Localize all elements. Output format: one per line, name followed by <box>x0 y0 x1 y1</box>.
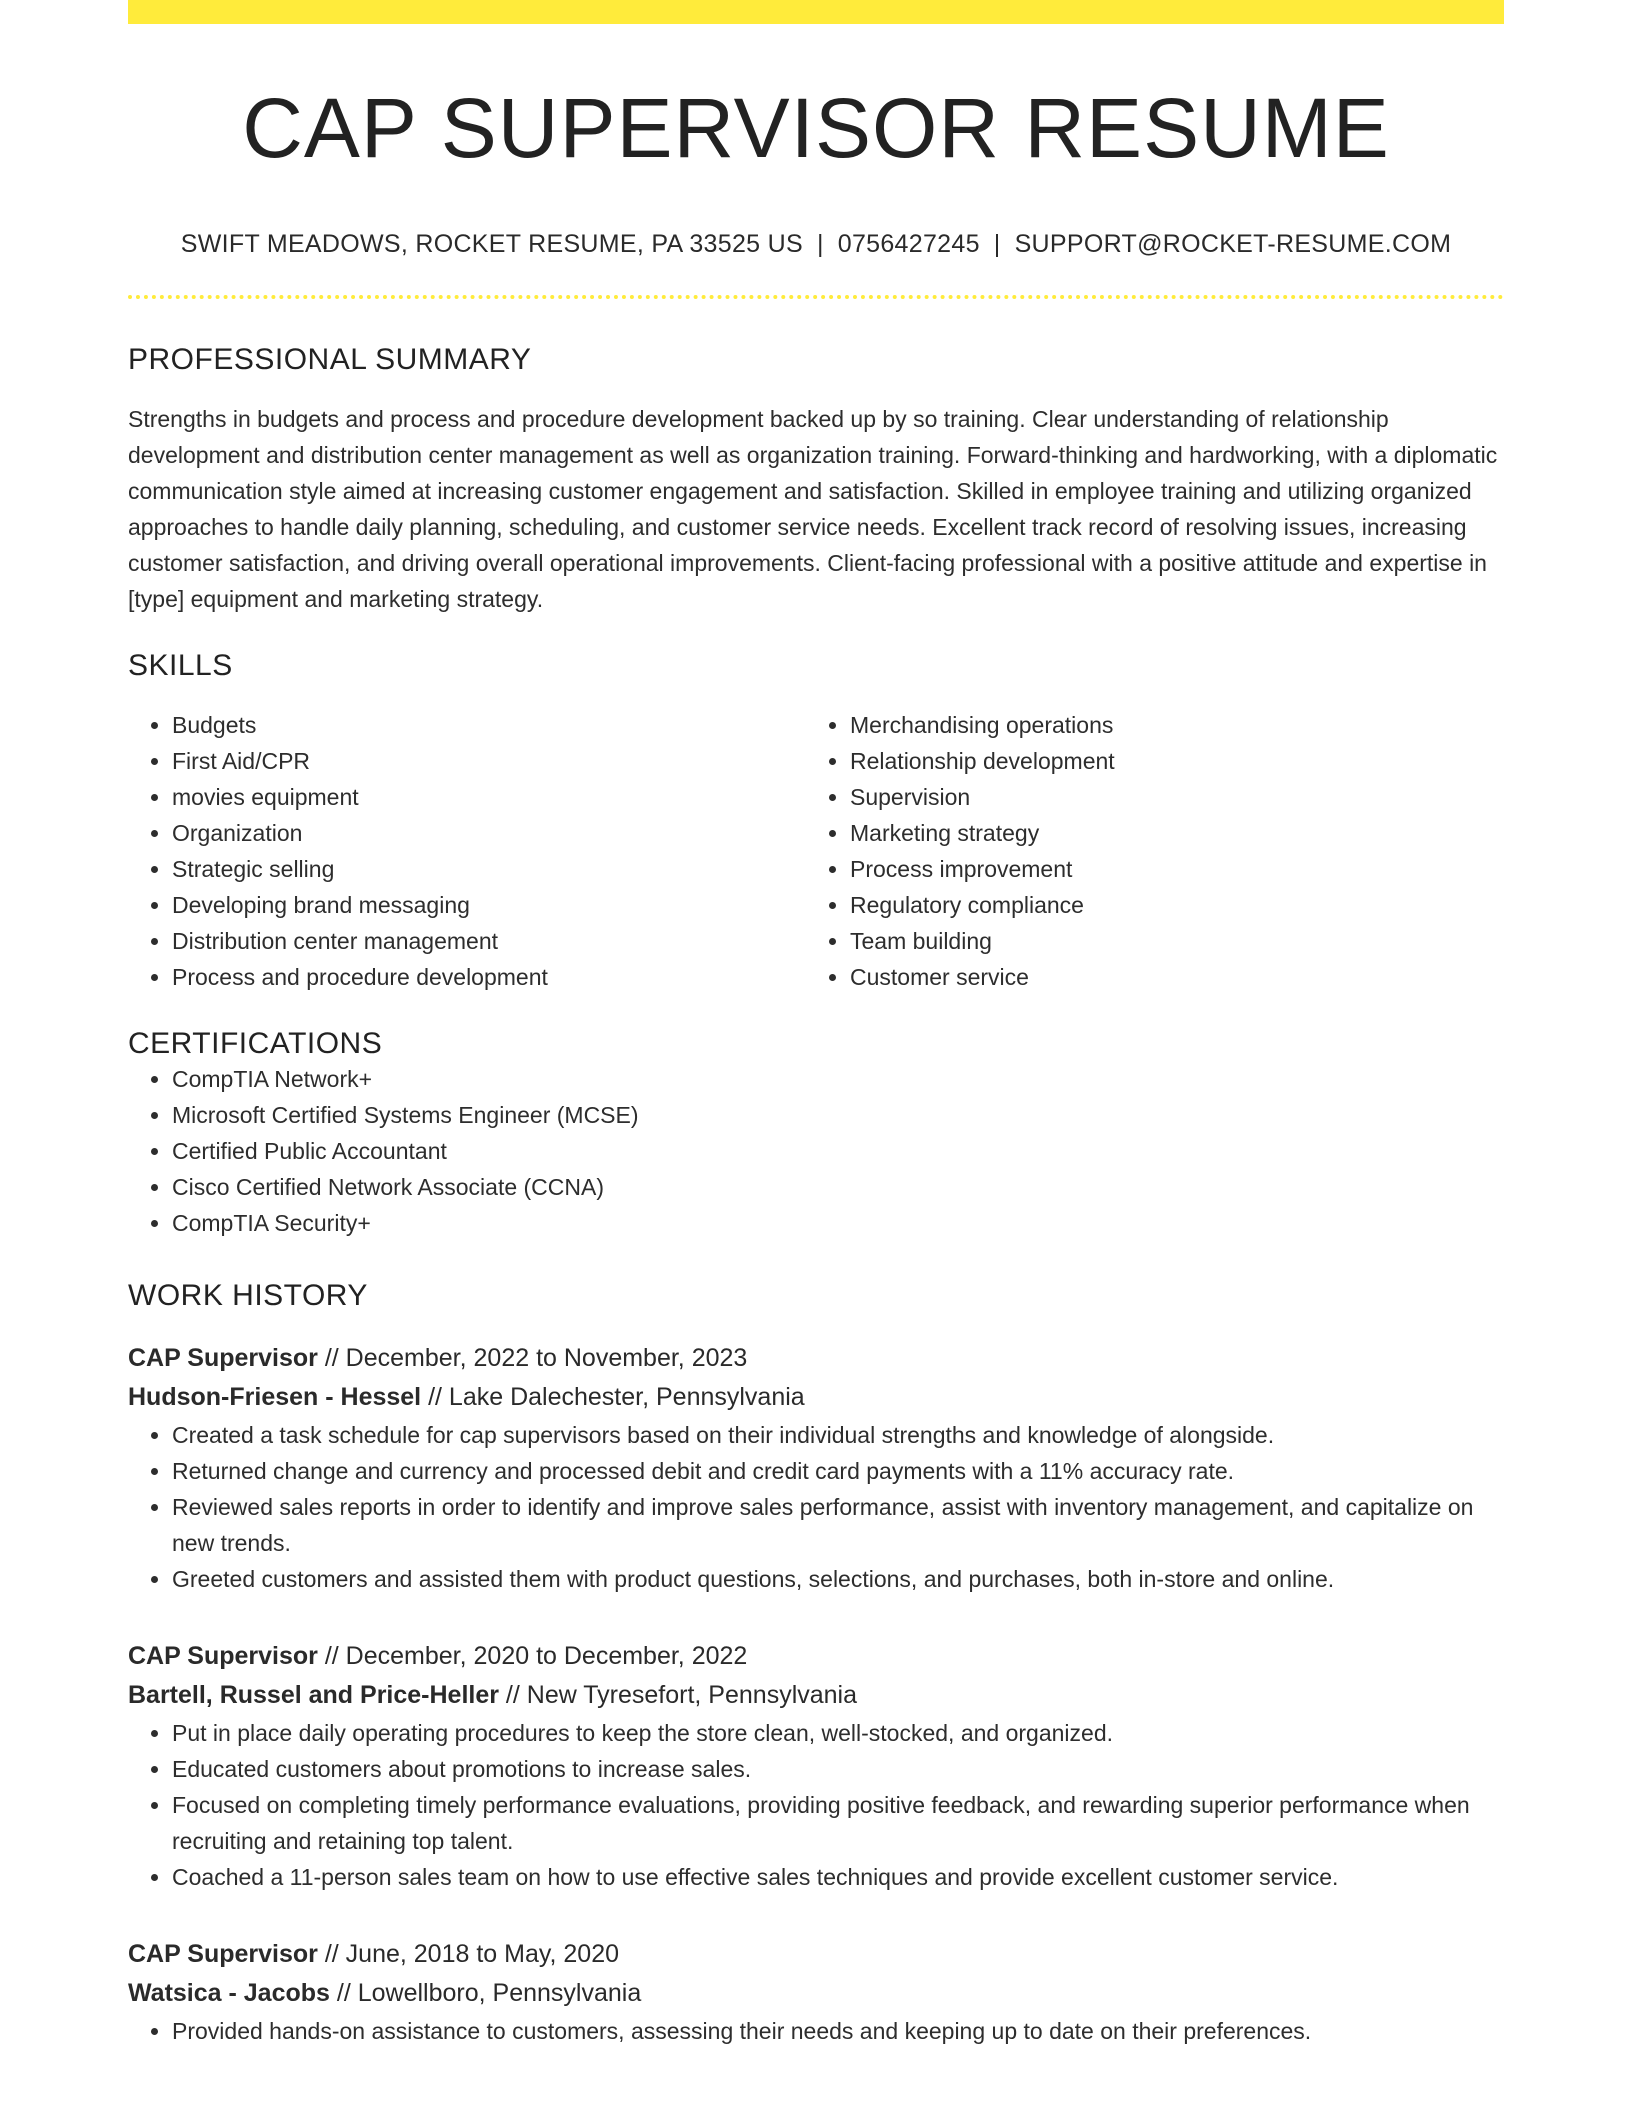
contact-line <box>128 230 1504 259</box>
work-history-heading: WORK HISTORY <box>128 1279 368 1313</box>
job-company: Hudson-Friesen - Hessel <box>128 1383 422 1412</box>
job-title-line <box>128 1339 1504 1378</box>
skill-item: • Merchandising operations <box>850 707 1484 743</box>
skill-item: • First Aid/CPR <box>172 743 806 779</box>
skills-list-right <box>806 707 1484 995</box>
contact-separator: | <box>993 230 1001 259</box>
job-title: CAP Supervisor <box>128 1642 318 1671</box>
skills-grid <box>128 707 1504 995</box>
job-company-line <box>128 1378 1504 1417</box>
skills-column-right <box>806 707 1484 995</box>
skill-item: • Customer service <box>850 959 1484 995</box>
job-bullets <box>128 1417 1504 1597</box>
job-company: Bartell, Russel and Price-Heller <box>128 1681 499 1710</box>
certification-item: • CompTIA Network+ <box>172 1061 1504 1097</box>
job-title-line <box>128 1935 1504 1974</box>
certification-item: • Microsoft Certified Systems Engineer (MCSE) <box>172 1097 1504 1133</box>
skill-item: • Distribution center management <box>172 923 806 959</box>
resume-page <box>128 0 1504 2049</box>
job-location: // Lowellboro, Pennsylvania <box>329 1979 642 2008</box>
summary-heading: PROFESSIONAL SUMMARY <box>128 343 532 377</box>
contact-address: SWIFT MEADOWS, ROCKET RESUME, PA 33525 US <box>180 230 803 259</box>
skill-item: • movies equipment <box>172 779 806 815</box>
skills-heading: SKILLS <box>128 649 233 683</box>
dotted-divider <box>128 295 1504 299</box>
job-dates: // June, 2018 to May, 2020 <box>317 1940 620 1969</box>
job-entry <box>128 1339 1504 1597</box>
job-bullet: • Coached a 11-person sales team on how to use effective sales techniques and provide excellent customer service. <box>172 1859 1504 1895</box>
job-bullet: • Reviewed sales reports in order to identify and improve sales performance, assist with inventory management, and capitalize on new trends. <box>172 1489 1504 1561</box>
job-bullet: • Educated customers about promotions to increase sales. <box>172 1751 1504 1787</box>
job-dates: // December, 2020 to December, 2022 <box>317 1642 748 1671</box>
job-bullet: • Greeted customers and assisted them with product questions, selections, and purchases, both in-store and online. <box>172 1561 1504 1597</box>
job-title: CAP Supervisor <box>128 1344 318 1373</box>
job-title: CAP Supervisor <box>128 1940 318 1969</box>
job-bullet: • Put in place daily operating procedures to keep the store clean, well-stocked, and organized. <box>172 1715 1504 1751</box>
job-bullet: • Provided hands-on assistance to customers, assessing their needs and keeping up to date on their preferences. <box>172 2013 1504 2049</box>
job-company-line <box>128 1676 1504 1715</box>
skills-column-left <box>128 707 806 995</box>
job-company: Watsica - Jacobs <box>128 1979 330 2008</box>
job-bullet: • Created a task schedule for cap supervisors based on their individual strengths and knowledge of alongside. <box>172 1417 1504 1453</box>
certifications-heading: CERTIFICATIONS <box>128 1027 383 1061</box>
job-bullets <box>128 2013 1504 2049</box>
job-bullet: • Focused on completing timely performance evaluations, providing positive feedback, and rewarding superior performance when recruiting and retaining top talent. <box>172 1787 1504 1859</box>
skill-item: • Process and procedure development <box>172 959 806 995</box>
job-bullets <box>128 1715 1504 1895</box>
certification-item: • Certified Public Accountant <box>172 1133 1504 1169</box>
skill-item: • Process improvement <box>850 851 1484 887</box>
skill-item: • Supervision <box>850 779 1484 815</box>
job-bullet: • Returned change and currency and processed debit and credit card payments with a 11% accuracy rate. <box>172 1453 1504 1489</box>
skill-item: • Organization <box>172 815 806 851</box>
certification-item: • Cisco Certified Network Associate (CCNA) <box>172 1169 1504 1205</box>
job-entry <box>128 1637 1504 1895</box>
job-company-line <box>128 1974 1504 2013</box>
skill-item: • Marketing strategy <box>850 815 1484 851</box>
job-entry <box>128 1935 1504 2049</box>
accent-top-bar <box>128 0 1504 24</box>
resume-title: CAP SUPERVISOR RESUME <box>242 81 1390 175</box>
skill-item: • Team building <box>850 923 1484 959</box>
skill-item: • Developing brand messaging <box>172 887 806 923</box>
contact-email: SUPPORT@ROCKET-RESUME.COM <box>1014 230 1452 259</box>
job-location: // New Tyresefort, Pennsylvania <box>498 1681 858 1710</box>
contact-phone: 0756427245 <box>837 230 980 259</box>
job-dates: // December, 2022 to November, 2023 <box>317 1344 748 1373</box>
skill-item: • Regulatory compliance <box>850 887 1484 923</box>
skill-item: • Budgets <box>172 707 806 743</box>
skill-item: • Strategic selling <box>172 851 806 887</box>
certification-item: • CompTIA Security+ <box>172 1205 1504 1241</box>
skills-list-left <box>128 707 806 995</box>
skill-item: • Relationship development <box>850 743 1484 779</box>
job-location: // Lake Dalechester, Pennsylvania <box>421 1383 805 1412</box>
job-title-line <box>128 1637 1504 1676</box>
contact-separator: | <box>816 230 824 259</box>
summary-text: Strengths in budgets and process and procedure development backed up by so training. Clear understanding of relationship development and distribution center management as well as organization training. Forward-thinking and hardworking, with a diplomatic communication style aimed at increasing customer engagement and satisfaction. Skilled in employee training and utilizing organized approaches to handle daily planning, scheduling, and customer service needs. Excellent track record of resolving issues, increasing customer satisfaction, and driving overall operational improvements. Client-facing professional with a positive attitude and expertise in [type] equipment and marketing strategy. <box>128 406 1498 613</box>
certifications-list <box>128 1061 1504 1241</box>
